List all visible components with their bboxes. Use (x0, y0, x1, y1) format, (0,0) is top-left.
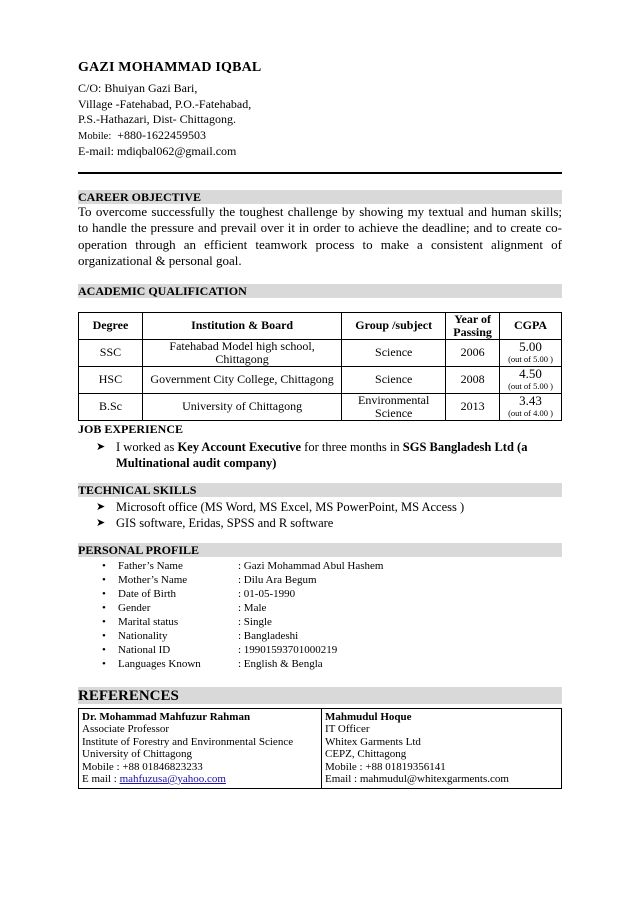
reference-1-title: Associate Professor (82, 723, 170, 735)
bullet-dot-icon: • (102, 615, 106, 628)
arrow-bullet-icon: ➤ (96, 440, 106, 453)
personal-heading: PERSONAL PROFILE (78, 543, 562, 557)
list-item: • Gender : Male (102, 601, 267, 614)
bullet-dot-icon: • (102, 559, 106, 572)
col-header: Degree (79, 312, 143, 339)
cgpa-value: 5.00 (519, 338, 542, 354)
reference-1-name: Dr. Mohammad Mahfuzur Rahman (82, 710, 251, 723)
table-row (79, 339, 562, 366)
references-heading: REFERENCES (78, 687, 562, 704)
reference-2-org: Whitex Garments Ltd (325, 735, 421, 748)
list-item: ➤ I worked as Key Account Executive for three months in SGS Bangladesh Ltd (a Multinational audit company) (96, 439, 528, 470)
list-item: ➤ GIS software, Eridas, SPSS and R software (96, 515, 334, 530)
academic-heading: ACADEMIC QUALIFICATION (78, 284, 562, 298)
mobile-number: +880-1622459503 (117, 127, 207, 142)
bullet-dot-icon: • (102, 587, 106, 600)
job-heading: JOB EXPERIENCE (78, 421, 184, 436)
list-item: • Date of Birth : 01-05-1990 (102, 587, 296, 600)
degree-cell: B.Sc (79, 393, 143, 420)
list-item: • Father’s Name : Gazi Mohammad Abul Hashem (102, 559, 384, 572)
reference-2-title: IT Officer (325, 723, 370, 735)
year-cell: 2013 (446, 393, 500, 420)
table-row (79, 393, 562, 420)
cgpa-scale: (out of 4.00 ) (508, 407, 553, 418)
reference-1-org: University of Chittagong (82, 748, 192, 760)
list-item: ➤ Microsoft office (MS Word, MS Excel, MS PowerPoint, MS Access ) (96, 499, 465, 514)
cgpa-value: 3.43 (519, 392, 542, 408)
reference-2-email: Email : mahmudul@whitexgarments.com (325, 773, 509, 785)
list-item: • National ID : 19901593701000219 (102, 643, 338, 656)
resume-name: GAZI MOHAMMAD IQBAL (78, 60, 262, 75)
job-role: Key Account Executive (177, 439, 302, 454)
cgpa-cell (500, 393, 562, 420)
col-header: CGPA (500, 312, 562, 339)
list-item: • Mother’s Name : Dilu Ara Begum (102, 573, 317, 586)
year-cell: 2006 (446, 339, 500, 366)
col-header: Year of Passing (446, 312, 500, 339)
col-header: Group /subject (342, 312, 446, 339)
mobile-label: Mobile: (78, 130, 112, 142)
address-line: P.S.-Hathazari, Dist- Chittagong. (78, 112, 236, 126)
bullet-dot-icon: • (102, 643, 106, 656)
career-heading: CAREER OBJECTIVE (78, 190, 562, 204)
references-table (78, 708, 562, 789)
col-header: Institution & Board (142, 312, 341, 339)
address-block (78, 81, 562, 160)
institution-cell: University of Chittagong (142, 393, 341, 420)
reference-1-email-link[interactable]: mahfuzusa@yahoo.com (119, 773, 226, 785)
institution-cell: Government City College, Chittagong (142, 366, 341, 393)
degree-cell: HSC (79, 366, 143, 393)
bullet-dot-icon: • (102, 657, 106, 670)
reference-2-name: Mahmudul Hoque (325, 710, 412, 723)
table-row (79, 366, 562, 393)
arrow-bullet-icon: ➤ (96, 516, 106, 529)
degree-cell: SSC (79, 339, 143, 366)
header-divider (78, 172, 562, 174)
bullet-dot-icon: • (102, 573, 106, 586)
cgpa-cell (500, 339, 562, 366)
table-row (79, 708, 562, 788)
reference-1 (79, 708, 322, 788)
bullet-dot-icon: • (102, 601, 106, 614)
list-item: • Marital status : Single (102, 615, 272, 628)
list-item: • Languages Known : English & Bengla (102, 657, 323, 670)
email-line: E-mail: mdiqbal062@gmail.com (78, 144, 237, 158)
address-line: Village -Fatehabad, P.O.-Fatehabad, (78, 96, 252, 111)
reference-1-email: E mail : mahfuzusa@yahoo.com (82, 773, 226, 785)
career-text: To overcome successfully the toughest challenge by showing my textual and human skills; to handle the pressure and prevail over it in order to achieve the deadline; and to create co-operation through an efficient teamwork process to make a consistent alignment of organizational & personal goal. (78, 203, 562, 268)
mobile-line (78, 128, 562, 145)
reference-2-mobile: Mobile : +88 01819356141 (325, 760, 446, 773)
reference-2-location: CEPZ, Chittagong (325, 748, 407, 760)
institution-cell: Fatehabad Model high school, Chittagong (142, 339, 341, 366)
resume-page (78, 60, 562, 789)
group-cell: Science (342, 339, 446, 366)
cgpa-scale: (out of 5.00 ) (508, 380, 553, 391)
academic-header-row (79, 312, 562, 339)
cgpa-cell (500, 366, 562, 393)
group-cell: Science (342, 366, 446, 393)
reference-1-mobile: Mobile : +88 01846823233 (82, 760, 203, 773)
arrow-bullet-icon: ➤ (96, 500, 106, 513)
cgpa-scale: (out of 5.00 ) (508, 353, 553, 364)
address-line: C/O: Bhuiyan Gazi Bari, (78, 81, 198, 95)
technical-list (78, 499, 562, 531)
job-list (78, 439, 562, 471)
job-company: SGS Bangladesh Ltd (a Multinational audit company) (116, 439, 528, 470)
cgpa-value: 4.50 (519, 365, 542, 381)
reference-1-dept: Institute of Forestry and Environmental Science (82, 735, 294, 748)
academic-table (78, 312, 562, 421)
technical-heading: TECHNICAL SKILLS (78, 483, 562, 497)
list-item: • Nationality : Bangladeshi (102, 629, 299, 642)
year-cell: 2008 (446, 366, 500, 393)
personal-list (78, 559, 562, 671)
bullet-dot-icon: • (102, 629, 106, 642)
group-cell: Environmental Science (342, 393, 446, 420)
reference-2 (322, 708, 562, 788)
